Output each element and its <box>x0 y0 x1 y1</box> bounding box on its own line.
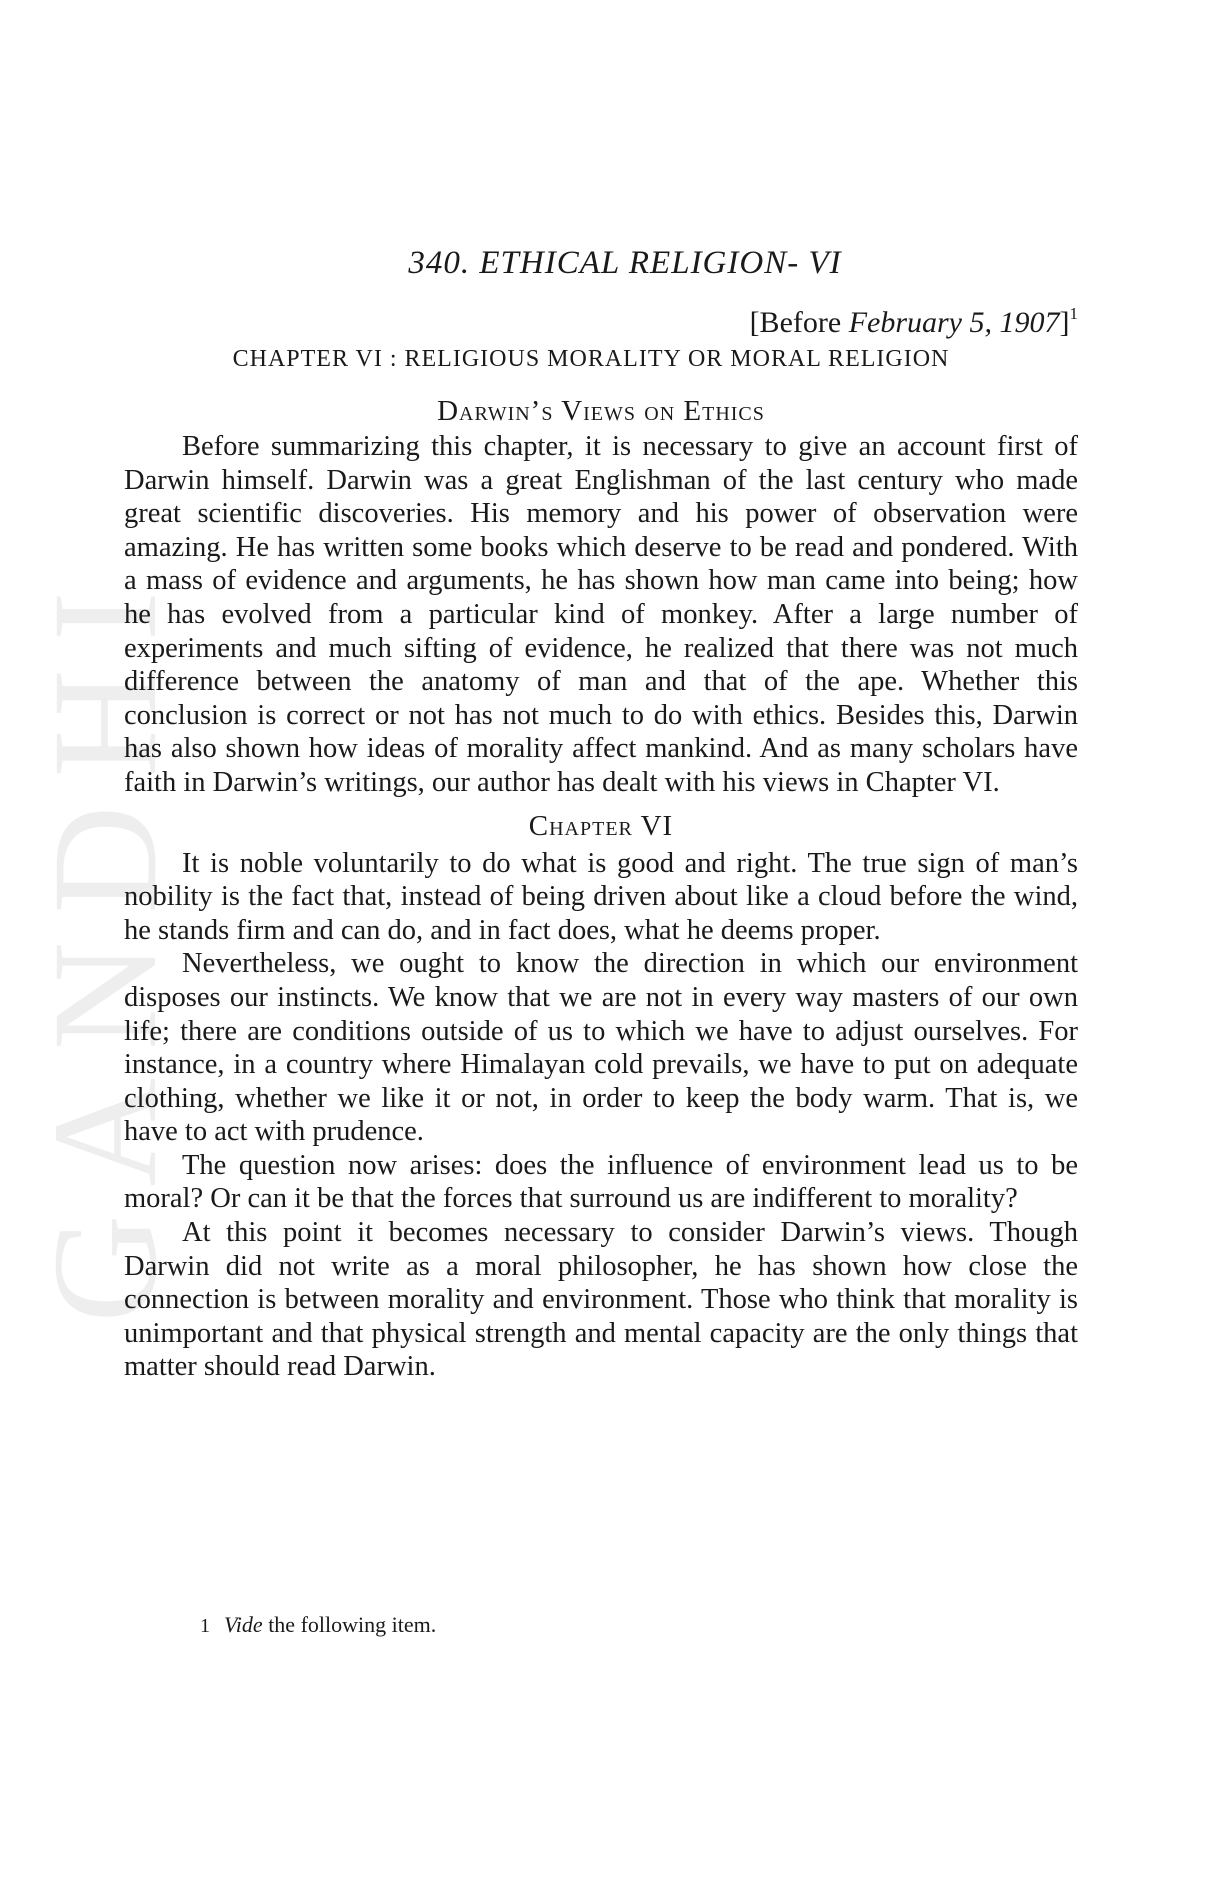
chapter-heading: CHAPTER VI : RELIGIOUS MORALITY OR MORAL RELIGION <box>232 346 950 372</box>
intro-paragraph: Before summarizing this chapter, it is necessary to give an account first of Darwin himself. Darwin was a great Englishman of the last century who made great scientific discoveries. His memory and his power of observation were amazing. He has written some books which deserve to be read and pondered. With a mass of evidence and arguments, he has shown how man came into being; how he has evolved from a particular kind of monkey. After a large number of experiments and much sifting of evidence, he realized that there was not much difference between the anatomy of man and that of the ape. Whether this conclusion is correct or not has not much to do with ethics. Besides this, Darwin has also shown how ideas of morality affect mankind. And as many scholars have faith in Darwin’s writings, our author has dealt with his views in Chapter VI. <box>124 431 1078 798</box>
watermark-text: GANDHI <box>22 563 188 1323</box>
footnote-vide: Vide <box>224 1612 263 1637</box>
section-subheading: Darwin’s Views on Ethics <box>437 395 765 427</box>
dateline-prefix: [Before <box>749 306 849 339</box>
section-heading: Chapter VI <box>528 809 674 842</box>
page-body <box>124 245 1078 1384</box>
footnote-number: 1 <box>200 1615 210 1637</box>
body-paragraph: It is noble voluntarily to do what is good and right. The true sign of man’s nobility is the fact that, instead of being driven about like a cloud before the wind, he stands firm and can do, and in fact does, what he deems proper. <box>124 847 1078 946</box>
dateline-date: February 5, 1907 <box>848 306 1060 339</box>
page-title: 340. ETHICAL RELIGION- VI <box>408 245 842 281</box>
dateline <box>124 304 1078 340</box>
footnote-text: the following item. <box>262 1612 437 1637</box>
body-paragraph: Nevertheless, we ought to know the direction in which our environment disposes our instincts. We know that we are not in every way masters of our own life; there are conditions outside of us to which we have to adjust ourselves. For instance, in a country where Himalayan cold prevails, we have to put on adequate clothing, whether we like it or not, in order to keep the body warm. That is, we have to act with prudence. <box>124 948 1078 1148</box>
footnote <box>200 1612 436 1638</box>
dateline-close: ] <box>1059 306 1070 339</box>
footnote-ref: 1 <box>1069 304 1078 323</box>
body-paragraph: The question now arises: does the influence of environment lead us to be moral? Or can it be that the forces that surround us are indifferent to morality? <box>124 1149 1078 1215</box>
body-paragraph: At this point it becomes necessary to consider Darwin’s views. Though Darwin did not write as a moral philosopher, he has shown how close the connection is between morality and environment. Those who think that morality is unimportant and that physical strength and mental capacity are the only things that matter should read Darwin. <box>124 1217 1078 1383</box>
